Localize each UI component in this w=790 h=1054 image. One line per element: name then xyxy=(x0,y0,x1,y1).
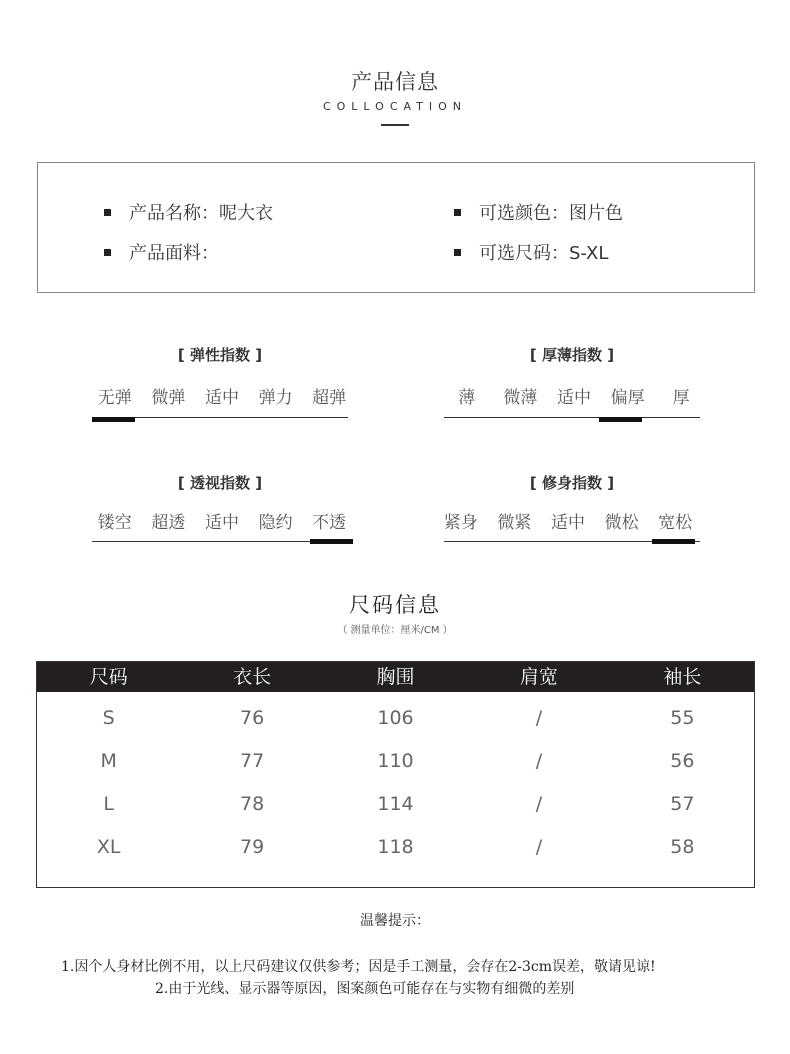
table-cell: / xyxy=(535,793,543,815)
product-size-text: 可选尺码：S-XL xyxy=(479,243,609,264)
scale-level: 适中 xyxy=(550,513,585,533)
scale-level: 微紧 xyxy=(497,513,532,533)
product-fabric-text: 产品面料： xyxy=(129,243,219,264)
table-cell: 118 xyxy=(377,836,414,858)
table-cell: 106 xyxy=(377,707,414,729)
column-header: 胸围 xyxy=(376,666,415,688)
column-header: 肩宽 xyxy=(519,666,558,688)
elasticity-index-title: [ 弹性指数 ] xyxy=(177,346,263,364)
table-cell: 58 xyxy=(670,836,695,858)
scale-level: 隐约 xyxy=(258,513,293,533)
scale-level: 弹力 xyxy=(258,388,293,408)
bullet-icon xyxy=(104,249,111,256)
table-cell: L xyxy=(103,793,114,815)
scale-level: 无弹 xyxy=(97,388,132,408)
tips-title: 温馨提示： xyxy=(360,913,430,929)
table-cell: / xyxy=(535,750,543,772)
size-table-header xyxy=(37,662,754,692)
table-cell: / xyxy=(535,836,543,858)
table-row xyxy=(37,836,754,858)
bullet-icon xyxy=(454,209,461,216)
table-cell: 77 xyxy=(240,750,265,772)
size-table xyxy=(36,661,755,888)
scale-level: 适中 xyxy=(204,388,239,408)
scale-level: 薄 xyxy=(458,388,476,408)
product-size xyxy=(454,239,608,265)
elasticity-scale xyxy=(88,383,356,408)
scale-level: 厚 xyxy=(672,388,690,408)
scale-level: 微薄 xyxy=(503,388,538,408)
column-header: 衣长 xyxy=(233,666,272,688)
table-cell: 78 xyxy=(240,793,265,815)
thickness-scale-line xyxy=(444,417,700,418)
table-cell: 56 xyxy=(670,750,695,772)
table-cell: 114 xyxy=(377,793,414,815)
scale-level: 偏厚 xyxy=(610,388,645,408)
fit-scale xyxy=(434,508,702,533)
table-cell: 110 xyxy=(377,750,414,772)
product-color-text: 可选颜色：图片色 xyxy=(479,203,623,224)
fit-selected-marker xyxy=(652,539,695,544)
scale-level: 微松 xyxy=(604,513,639,533)
scale-level: 微弹 xyxy=(151,388,186,408)
thickness-index-title: [ 厚薄指数 ] xyxy=(529,346,615,364)
table-cell: 76 xyxy=(240,707,265,729)
scale-level: 紧身 xyxy=(443,513,478,533)
bullet-icon xyxy=(454,249,461,256)
thickness-selected-marker xyxy=(599,417,642,422)
transparency-index-title: [ 透视指数 ] xyxy=(177,474,263,492)
product-info-box xyxy=(37,162,755,293)
title-divider xyxy=(381,124,409,126)
table-row xyxy=(37,707,754,729)
scale-level: 超弹 xyxy=(312,388,347,408)
table-cell: M xyxy=(100,750,117,772)
transparency-scale xyxy=(88,508,356,533)
scale-level: 超透 xyxy=(151,513,186,533)
scale-level: 不透 xyxy=(312,513,347,533)
page-title: 产品信息 xyxy=(351,70,439,94)
transparency-selected-marker xyxy=(310,539,353,544)
table-cell: 55 xyxy=(670,707,695,729)
table-cell: 79 xyxy=(240,836,265,858)
page-subtitle: COLLOCATION xyxy=(322,100,468,113)
table-cell: S xyxy=(102,707,115,729)
table-row xyxy=(37,750,754,772)
bullet-icon xyxy=(104,209,111,216)
scale-level: 镂空 xyxy=(97,513,132,533)
elasticity-selected-marker xyxy=(92,417,135,422)
thickness-scale xyxy=(440,383,708,408)
scale-level: 宽松 xyxy=(658,513,693,533)
table-cell: XL xyxy=(96,836,121,858)
product-color xyxy=(454,199,623,225)
column-header: 尺码 xyxy=(89,666,128,688)
column-header: 袖长 xyxy=(663,666,702,688)
scale-level: 适中 xyxy=(556,388,591,408)
table-row xyxy=(37,793,754,815)
product-name xyxy=(104,199,273,225)
fit-index-title: [ 修身指数 ] xyxy=(529,474,615,492)
tip-note-2: 2.由于光线、显示器等原因，图案颜色可能存在与实物有细微的差别 xyxy=(155,981,575,997)
size-unit-note: （ 测量单位：厘米/CM ） xyxy=(337,625,453,636)
table-cell: 57 xyxy=(670,793,695,815)
size-info-title: 尺码信息 xyxy=(349,593,441,617)
tip-note-1: 1.因个人身材比例不用，以上尺码建议仅供参考；因是手工测量，会存在2-3cm误差，敬请见谅! xyxy=(61,959,656,975)
table-cell: / xyxy=(535,707,543,729)
product-name-text: 产品名称：呢大衣 xyxy=(129,203,273,224)
scale-level: 适中 xyxy=(204,513,239,533)
product-fabric xyxy=(104,239,219,265)
